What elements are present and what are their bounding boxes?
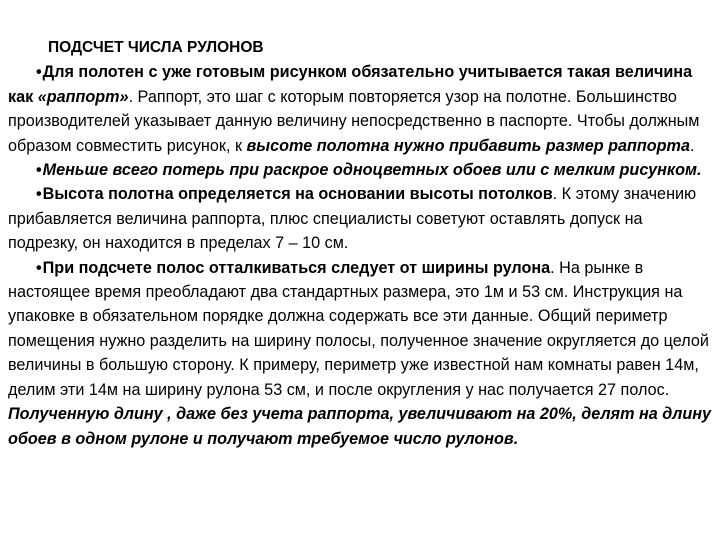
paragraph-text: . На рынке в настоящее время преобладают два стандартных размера, это 1м и 53 см. Инструкция на упаковке в обязательном порядке должна содержать все эти данные. Общий периметр помещения нужно разделить на ширину полосы, полученное значение округляется до целой величины в большую сторону. К примеру, периметр уже известной нам комнаты равен 14м, делим эти 14м на ширину рулона 53 см, и после округления у нас получается 27 полос. [8, 258, 709, 399]
paragraph-lead: При подсчете полос отталкиваться следует от ширины рулона [42, 258, 551, 277]
paragraph-text: . Раппорт, это шаг с которым повторяется узор на полотне. Большинство производителей указывает данную величину непосредственно в паспорте. Чтобы должным образом совместить рисунок, к [8, 87, 700, 155]
bullet-marker: • [36, 185, 42, 204]
paragraph-rapport [8, 60, 712, 158]
paragraph-lead: Высота полотна определяется на основании высоты потолков [42, 185, 553, 204]
paragraph-emphasis: высоте полотна нужно прибавить размер раппорта [246, 136, 690, 155]
bullet-marker: • [36, 258, 42, 277]
rapport-term: «раппорт» [37, 87, 129, 106]
paragraph-strips [8, 256, 712, 451]
paragraph-emphasis: Полученную длину , даже без учета раппорта, увеличивают на 20%, делят на длину обоев в одном рулоне и получают требуемое число рулонов. [8, 405, 711, 448]
paragraph-end: . [689, 136, 695, 155]
page-title: ПОДСЧЕТ ЧИСЛА РУЛОНОВ [48, 39, 264, 56]
bullet-marker: • [36, 63, 42, 82]
bullet-marker: • [36, 161, 42, 180]
paragraph-lead: Для полотен с уже готовым рисунком обязательно учитывается такая величина как [8, 63, 693, 106]
document-body [8, 36, 712, 451]
paragraph-height [8, 182, 712, 255]
paragraph-text: . К этому значению прибавляется величина раппорта, плюс специалисты советуют оставлять допуск на подрезку, он находится в пределах 7 – 10 см. [8, 185, 697, 253]
paragraph-losses [8, 158, 712, 182]
paragraph-emphasis: Меньше всего потерь при раскрое одноцветных обоев или с мелким рисунком. [42, 161, 702, 180]
